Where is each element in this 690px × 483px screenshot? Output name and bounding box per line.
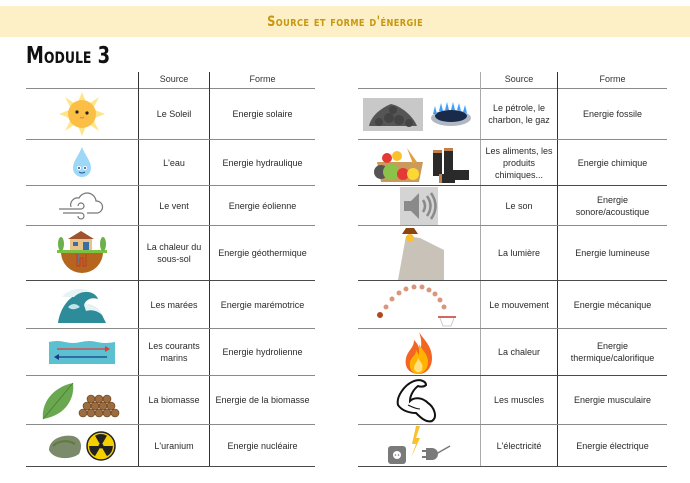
image-cell bbox=[358, 226, 480, 280]
wind-cloud-icon bbox=[57, 191, 107, 221]
image-cell bbox=[26, 329, 138, 375]
image-cell bbox=[358, 329, 480, 375]
module-heading: Module 3 bbox=[26, 43, 111, 69]
table-row bbox=[358, 281, 667, 329]
coal-gas-flame-icon bbox=[363, 96, 475, 132]
ball-trajectory-icon bbox=[374, 283, 464, 327]
source-cell: Le son bbox=[480, 186, 557, 225]
source-cell: La lumière bbox=[480, 226, 557, 280]
wave-icon bbox=[54, 285, 110, 325]
image-cell bbox=[26, 89, 138, 139]
energy-table-right bbox=[358, 72, 667, 467]
title-banner bbox=[0, 6, 690, 37]
table-row bbox=[358, 186, 667, 226]
source-cell: Le pétrole, le charbon, le gaz bbox=[480, 89, 557, 139]
table-row bbox=[358, 329, 667, 376]
form-cell: Energie marémotrice bbox=[209, 281, 315, 328]
leaf-wood-icon bbox=[39, 379, 125, 421]
form-cell: Energie hydraulique bbox=[209, 140, 315, 185]
source-cell: Le mouvement bbox=[480, 281, 557, 328]
source-cell: Les muscles bbox=[480, 376, 557, 424]
table-row bbox=[358, 425, 667, 467]
form-cell: Energie chimique bbox=[557, 140, 667, 185]
form-cell: Energie musculaire bbox=[557, 376, 667, 424]
table-row bbox=[358, 376, 667, 425]
geothermal-house-icon bbox=[53, 230, 111, 276]
image-cell bbox=[358, 140, 480, 185]
image-cell bbox=[358, 89, 480, 139]
image-cell bbox=[358, 376, 480, 424]
fire-icon bbox=[402, 330, 436, 374]
image-cell bbox=[26, 186, 138, 225]
speaker-icon bbox=[400, 187, 438, 225]
image-cell bbox=[26, 281, 138, 328]
source-cell: L'électricité bbox=[480, 425, 557, 466]
source-cell: La biomasse bbox=[138, 376, 209, 424]
electric-plug-icon bbox=[386, 426, 452, 466]
form-cell: Energie thermique/calorifique bbox=[557, 329, 667, 375]
page-title: Source et forme d'énergie bbox=[266, 13, 424, 30]
form-cell: Energie sonore/acoustique bbox=[557, 186, 667, 225]
form-cell: Energie éolienne bbox=[209, 186, 315, 225]
table-header bbox=[358, 72, 667, 89]
source-cell: Les marées bbox=[138, 281, 209, 328]
table-row bbox=[358, 140, 667, 186]
lamp-light-icon bbox=[396, 226, 448, 280]
table-header bbox=[26, 72, 315, 89]
form-cell: Energie mécanique bbox=[557, 281, 667, 328]
water-drop-icon bbox=[67, 145, 97, 181]
source-cell: Les aliments, les produits chimiques... bbox=[480, 140, 557, 185]
image-cell bbox=[26, 425, 138, 466]
header-source: Source bbox=[138, 72, 209, 89]
source-cell: La chaleur du sous-sol bbox=[138, 226, 209, 280]
image-cell bbox=[358, 186, 480, 225]
form-cell: Energie géothermique bbox=[209, 226, 315, 280]
header-form: Forme bbox=[209, 72, 315, 89]
source-cell: La chaleur bbox=[480, 329, 557, 375]
image-cell bbox=[26, 376, 138, 424]
sea-current-icon bbox=[49, 340, 115, 364]
table-row bbox=[26, 186, 315, 226]
table-row bbox=[26, 425, 315, 467]
source-cell: Les courants marins bbox=[138, 329, 209, 375]
table-row bbox=[26, 89, 315, 140]
form-cell: Energie hydrolienne bbox=[209, 329, 315, 375]
source-cell: L'eau bbox=[138, 140, 209, 185]
header-form: Forme bbox=[557, 72, 667, 89]
table-row bbox=[26, 329, 315, 376]
form-cell: Energie nucléaire bbox=[209, 425, 315, 466]
table-row bbox=[358, 226, 667, 281]
form-cell: Energie lumineuse bbox=[557, 226, 667, 280]
form-cell: Energie solaire bbox=[209, 89, 315, 139]
uranium-radioactive-icon bbox=[47, 430, 117, 462]
image-cell bbox=[358, 281, 480, 328]
source-cell: Le vent bbox=[138, 186, 209, 225]
form-cell: Energie de la biomasse bbox=[209, 376, 315, 424]
form-cell: Energie électrique bbox=[557, 425, 667, 466]
table-row bbox=[26, 226, 315, 281]
table-row bbox=[26, 281, 315, 329]
form-cell: Energie fossile bbox=[557, 89, 667, 139]
image-cell bbox=[26, 226, 138, 280]
image-cell bbox=[26, 140, 138, 185]
energy-table-left bbox=[26, 72, 315, 467]
image-cell bbox=[358, 425, 480, 466]
table-row bbox=[26, 140, 315, 186]
source-cell: Le Soleil bbox=[138, 89, 209, 139]
source-cell: L'uranium bbox=[138, 425, 209, 466]
muscle-arm-icon bbox=[394, 377, 444, 423]
table-row bbox=[26, 376, 315, 425]
sun-icon bbox=[59, 92, 105, 136]
table-row bbox=[358, 89, 667, 140]
food-batteries-icon bbox=[367, 142, 471, 184]
header-source: Source bbox=[480, 72, 557, 89]
